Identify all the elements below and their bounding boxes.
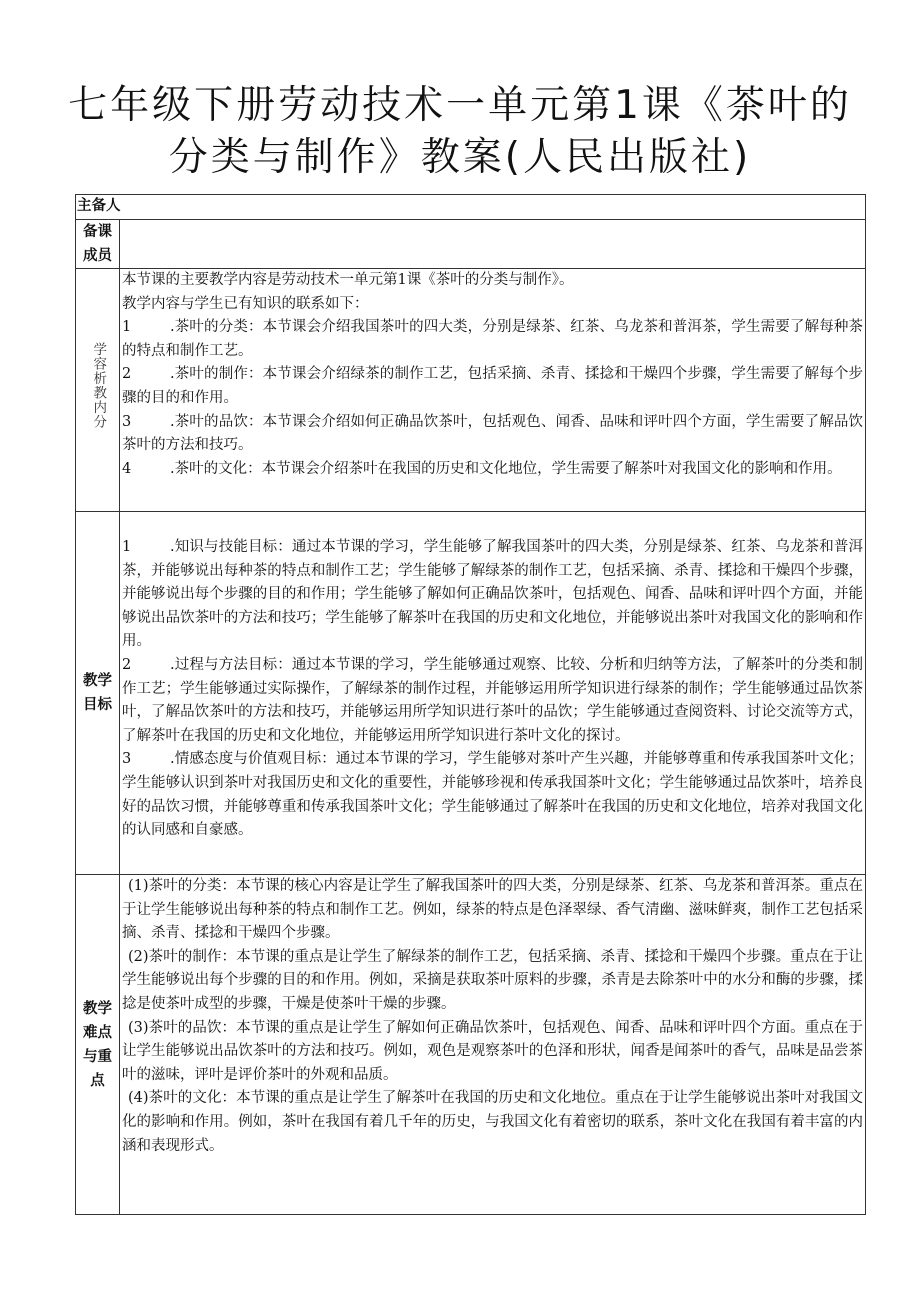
keypoints-label-line2: 难点: [83, 1024, 112, 1041]
analysis-item-3-text: .茶叶的品饮：本节课会介绍如何正确品饮茶叶，包括观色、闻香、品味和评叶四个方面，学生需要了解品饮茶叶的方法和技巧。: [122, 413, 863, 454]
keypoints-item-4-text: 茶叶的文化：本节课的重点是让学生了解茶叶在我国的历史和文化地位。重点在于让学生能够说出茶叶对我国文化的影响和作用。例如，茶叶在我国有着几千年的历史，与我国文化有着密切的联系，茶叶文化在我国有着丰富的内涵和表现形式。: [122, 1090, 863, 1154]
analysis-item-4-num: 4: [122, 460, 132, 477]
analysis-label: [76, 269, 120, 512]
analysis-item-1-num: 1: [122, 319, 132, 336]
analysis-item-4-text: .茶叶的文化：本节课会介绍茶叶在我国的历史和文化地位，学生需要了解茶叶对我国文化的影响和作用。: [170, 460, 842, 477]
goals-item-2: [122, 654, 863, 748]
analysis-content: [120, 269, 866, 512]
keypoints-item-4: [122, 1087, 863, 1158]
row-goals: [76, 512, 866, 875]
analysis-item-2-num: 2: [122, 366, 132, 383]
analysis-intro2: 教学内容与学生已有知识的联系如下：: [122, 295, 369, 312]
analysis-item-2-text: .茶叶的制作：本节课会介绍绿茶的制作工艺，包括采摘、杀青、揉捻和干燥四个步骤，学生需要了解每个步骤的目的和作用。: [122, 366, 863, 406]
goals-item-1-num: 1: [122, 539, 132, 555]
keypoints-label: [76, 875, 120, 1215]
members-value: [120, 220, 866, 269]
keypoints-label-line3: 与重: [83, 1048, 112, 1065]
keypoints-item-4-num: (4): [128, 1090, 149, 1107]
goals-item-2-text: .过程与方法目标：通过本节课的学习，学生能够通过观察、比较、分析和归纳等方法，了解茶叶的分类和制作工艺；学生能够通过实际操作，了解绿茶的制作过程，并能够运用所学知识进行绿茶的制作；学生能够通过品饮茶叶，了解品饮茶叶的方法和技巧，并能够运用所学知识进行茶叶的品饮；学生能够通过查阅资料、讨论交流等方式，了解茶叶在我国的历史和文化地位，并能够运用所学知识进行茶叶文化的探讨。: [122, 656, 863, 744]
row-preparer: [76, 195, 866, 220]
goals-label-line1: 教学: [83, 673, 112, 689]
keypoints-item-3-text: 茶叶的品饮：本节课的重点是让学生了解如何正确品饮茶叶，包括观色、闻香、品味和评叶四个方面。重点在于让学生能够说出品饮茶叶的方法和技巧。例如，观色是观察茶叶的色泽和形状，闻香是闻茶叶的香气，品味是品尝茶叶的滋味，评叶是评价茶叶的外观和品质。: [122, 1019, 863, 1083]
keypoints-item-3-num: (3): [128, 1019, 149, 1036]
analysis-label-text: 学容析教内分: [90, 342, 107, 430]
analysis-item-1-text: .茶叶的分类：本节课会介绍我国茶叶的四大类，分别是绿茶、红茶、乌龙茶和普洱茶，学生需要了解每种茶的特点和制作工艺。: [122, 319, 863, 359]
preparer-label: 主备人: [76, 195, 866, 220]
members-label-line2: 成员: [83, 248, 112, 264]
keypoints-item-3: [122, 1017, 863, 1088]
goals-item-3-num: 3: [122, 751, 132, 768]
goals-label: [76, 512, 120, 875]
keypoints-content: [120, 875, 866, 1215]
keypoints-item-2-num: (2): [128, 948, 149, 965]
row-keypoints: [76, 875, 866, 1215]
members-label-line1: 备课: [83, 224, 112, 240]
analysis-intro1: 本节课的主要教学内容是劳动技术一单元第1课《茶叶的分类与制作》。: [122, 272, 574, 288]
row-analysis: [76, 269, 866, 512]
analysis-item-3: [122, 411, 863, 458]
keypoints-item-2-text: 茶叶的制作：本节课的重点是让学生了解绿茶的制作工艺，包括采摘、杀青、揉捻和干燥四个步骤。重点在于让学生能够说出每个步骤的目的和作用。例如，采摘是获取茶叶原料的步骤，杀青是去除茶叶中的水分和酶的步骤，揉捻是使茶叶成型的步骤，干燥是使茶叶干燥的步骤。: [122, 948, 863, 1012]
analysis-item-1: [122, 316, 863, 363]
document-title-line1: 七年级下册劳动技术一单元第1课《茶叶的: [68, 83, 852, 128]
analysis-item-2: [122, 363, 863, 410]
keypoints-item-1: [122, 875, 863, 946]
keypoints-item-1-num: (1): [128, 878, 149, 894]
keypoints-label-line4: 点: [90, 1072, 105, 1089]
document-title-line2: 分类与制作》教案(人民出版社): [168, 135, 752, 180]
lesson-plan-table: [75, 194, 866, 1215]
goals-item-1: [122, 536, 863, 654]
row-members: [76, 220, 866, 269]
members-label: [76, 220, 120, 269]
goals-item-2-num: 2: [122, 656, 132, 673]
keypoints-item-2: [122, 946, 863, 1017]
goals-content: [120, 512, 866, 875]
goals-label-line2: 目标: [83, 697, 112, 713]
analysis-item-4: [122, 458, 863, 482]
analysis-item-3-num: 3: [122, 413, 132, 430]
keypoints-label-line1: 教学: [83, 1000, 112, 1017]
goals-item-1-text: .知识与技能目标：通过本节课的学习，学生能够了解我国茶叶的四大类，分别是绿茶、红茶、乌龙茶和普洱茶，并能够说出每种茶的特点和制作工艺；学生能够了解绿茶的制作工艺，包括采摘、杀青、揉捻和干燥四个步骤，并能够说出每个步骤的目的和作用；学生能够了解如何正确品饮茶叶，包括观色、闻香、品味和评叶四个方面，并能够说出品饮茶叶的方法和技巧；学生能够了解茶叶在我国的历史和文化地位，并能够说出茶叶对我国文化的影响和作用。: [122, 539, 863, 650]
goals-item-3-text: .情感态度与价值观目标：通过本节课的学习，学生能够对茶叶产生兴趣，并能够尊重和传承我国茶叶文化；学生能够认识到茶叶对我国历史和文化的重要性，并能够珍视和传承我国茶叶文化；学生能够通过品饮茶叶，培养良好的品饮习惯，并能够尊重和传承我国茶叶文化；学生能够通过了解茶叶在我国的历史和文化地位，培养对我国文化的认同感和自豪感。: [122, 751, 863, 839]
keypoints-item-1-text: 茶叶的分类：本节课的核心内容是让学生了解我国茶叶的四大类，分别是绿茶、红茶、乌龙茶和普洱茶。重点在于让学生能够说出每种茶的特点和制作工艺。例如，绿茶的特点是色泽翠绿、香气清幽、滋味鲜爽，制作工艺包括采摘、杀青、揉捻和干燥四个步骤。: [122, 878, 863, 942]
goals-item-3: [122, 748, 863, 842]
